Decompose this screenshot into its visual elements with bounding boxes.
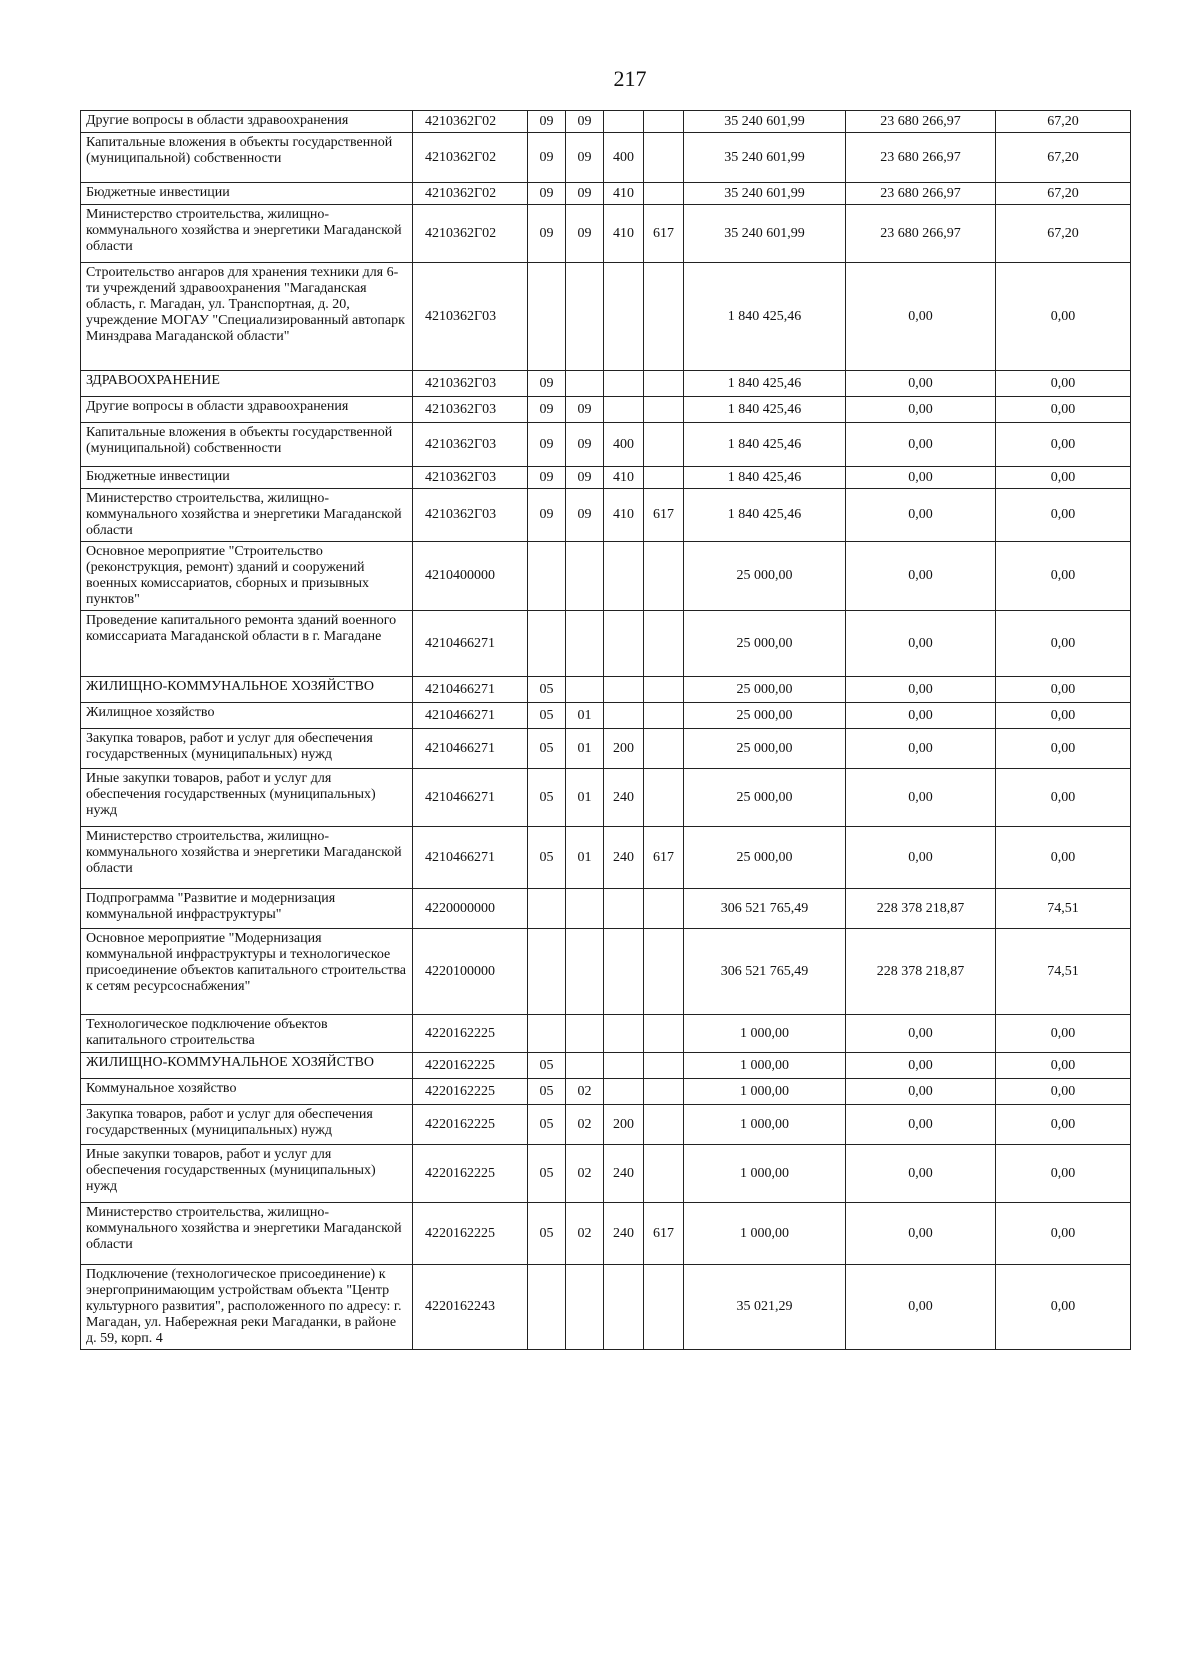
cell-administrator bbox=[644, 397, 684, 423]
cell-section: 09 bbox=[528, 133, 566, 183]
cell-subsection bbox=[566, 611, 604, 677]
table-body bbox=[81, 111, 1131, 1350]
cell-percent: 74,51 bbox=[996, 889, 1131, 929]
table-row bbox=[81, 423, 1131, 467]
cell-name: Другие вопросы в области здравоохранения bbox=[81, 111, 413, 133]
cell-administrator bbox=[644, 703, 684, 729]
cell-administrator bbox=[644, 769, 684, 827]
cell-administrator bbox=[644, 1015, 684, 1053]
table-row bbox=[81, 183, 1131, 205]
cell-section bbox=[528, 1015, 566, 1053]
table-row bbox=[81, 729, 1131, 769]
cell-planned: 1 000,00 bbox=[684, 1053, 846, 1079]
cell-expense-type: 240 bbox=[604, 1145, 644, 1203]
cell-expense-type bbox=[604, 542, 644, 611]
cell-name: Закупка товаров, работ и услуг для обеспечения государственных (муниципальных) нужд bbox=[81, 1105, 413, 1145]
table-row bbox=[81, 611, 1131, 677]
cell-name: Капитальные вложения в объекты государственной (муниципальной) собственности bbox=[81, 423, 413, 467]
cell-section bbox=[528, 542, 566, 611]
cell-percent: 0,00 bbox=[996, 423, 1131, 467]
cell-subsection: 02 bbox=[566, 1145, 604, 1203]
cell-code: 4210466271 bbox=[413, 827, 528, 889]
cell-percent: 0,00 bbox=[996, 1203, 1131, 1265]
cell-section: 09 bbox=[528, 489, 566, 542]
cell-administrator bbox=[644, 183, 684, 205]
cell-administrator bbox=[644, 889, 684, 929]
cell-planned: 25 000,00 bbox=[684, 769, 846, 827]
cell-name: Подпрограмма "Развитие и модернизация коммунальной инфраструктуры" bbox=[81, 889, 413, 929]
table-row bbox=[81, 133, 1131, 183]
cell-name: Другие вопросы в области здравоохранения bbox=[81, 397, 413, 423]
cell-subsection: 09 bbox=[566, 111, 604, 133]
cell-expense-type bbox=[604, 889, 644, 929]
cell-expense-type: 240 bbox=[604, 827, 644, 889]
table-row bbox=[81, 889, 1131, 929]
cell-percent: 0,00 bbox=[996, 677, 1131, 703]
cell-planned: 35 021,29 bbox=[684, 1265, 846, 1350]
cell-section bbox=[528, 929, 566, 1015]
cell-name: ЗДРАВООХРАНЕНИЕ bbox=[81, 371, 413, 397]
cell-percent: 0,00 bbox=[996, 397, 1131, 423]
cell-code: 4210362Г03 bbox=[413, 423, 528, 467]
cell-executed: 0,00 bbox=[846, 1053, 996, 1079]
cell-name: Коммунальное хозяйство bbox=[81, 1079, 413, 1105]
cell-name: Закупка товаров, работ и услуг для обеспечения государственных (муниципальных) нужд bbox=[81, 729, 413, 769]
cell-section: 09 bbox=[528, 111, 566, 133]
cell-executed: 23 680 266,97 bbox=[846, 133, 996, 183]
cell-section: 09 bbox=[528, 397, 566, 423]
cell-subsection: 01 bbox=[566, 769, 604, 827]
cell-code: 4210362Г02 bbox=[413, 205, 528, 263]
cell-name: Основное мероприятие "Модернизация коммунальной инфраструктуры и технологическое присоединение объектов капитального строительства к сетям ресурсоснабжения" bbox=[81, 929, 413, 1015]
cell-percent: 0,00 bbox=[996, 703, 1131, 729]
cell-percent: 0,00 bbox=[996, 611, 1131, 677]
cell-administrator bbox=[644, 1079, 684, 1105]
cell-administrator bbox=[644, 133, 684, 183]
cell-expense-type bbox=[604, 263, 644, 371]
cell-administrator bbox=[644, 111, 684, 133]
table-row bbox=[81, 929, 1131, 1015]
cell-executed: 0,00 bbox=[846, 489, 996, 542]
table-row bbox=[81, 769, 1131, 827]
cell-expense-type: 410 bbox=[604, 205, 644, 263]
cell-section: 05 bbox=[528, 827, 566, 889]
cell-subsection bbox=[566, 263, 604, 371]
table-row bbox=[81, 1079, 1131, 1105]
cell-code: 4220162225 bbox=[413, 1015, 528, 1053]
cell-planned: 25 000,00 bbox=[684, 677, 846, 703]
cell-expense-type: 200 bbox=[604, 1105, 644, 1145]
cell-subsection bbox=[566, 1053, 604, 1079]
cell-section bbox=[528, 263, 566, 371]
cell-administrator: 617 bbox=[644, 489, 684, 542]
cell-subsection: 09 bbox=[566, 133, 604, 183]
table-row bbox=[81, 397, 1131, 423]
cell-administrator bbox=[644, 542, 684, 611]
page-number: 217 bbox=[613, 66, 647, 91]
cell-administrator bbox=[644, 929, 684, 1015]
cell-planned: 1 840 425,46 bbox=[684, 371, 846, 397]
cell-code: 4210362Г02 bbox=[413, 183, 528, 205]
cell-administrator bbox=[644, 423, 684, 467]
cell-code: 4210400000 bbox=[413, 542, 528, 611]
cell-name: Проведение капитального ремонта зданий военного комиссариата Магаданской области в г. Магадане bbox=[81, 611, 413, 677]
cell-name: Министерство строительства, жилищно-коммунального хозяйства и энергетики Магаданской области bbox=[81, 1203, 413, 1265]
cell-executed: 0,00 bbox=[846, 263, 996, 371]
cell-expense-type: 410 bbox=[604, 467, 644, 489]
cell-percent: 0,00 bbox=[996, 769, 1131, 827]
cell-section: 05 bbox=[528, 1105, 566, 1145]
cell-executed: 0,00 bbox=[846, 371, 996, 397]
cell-percent: 0,00 bbox=[996, 467, 1131, 489]
table-row bbox=[81, 263, 1131, 371]
cell-percent: 0,00 bbox=[996, 542, 1131, 611]
cell-code: 4220162243 bbox=[413, 1265, 528, 1350]
cell-planned: 1 840 425,46 bbox=[684, 467, 846, 489]
cell-administrator: 617 bbox=[644, 827, 684, 889]
cell-section: 05 bbox=[528, 729, 566, 769]
cell-name: Бюджетные инвестиции bbox=[81, 467, 413, 489]
table-row bbox=[81, 1015, 1131, 1053]
cell-code: 4210362Г03 bbox=[413, 397, 528, 423]
cell-executed: 0,00 bbox=[846, 397, 996, 423]
cell-section: 05 bbox=[528, 1203, 566, 1265]
cell-code: 4210466271 bbox=[413, 611, 528, 677]
table-row bbox=[81, 371, 1131, 397]
cell-section: 09 bbox=[528, 423, 566, 467]
cell-name: Бюджетные инвестиции bbox=[81, 183, 413, 205]
cell-expense-type bbox=[604, 703, 644, 729]
cell-section: 05 bbox=[528, 677, 566, 703]
cell-percent: 0,00 bbox=[996, 1015, 1131, 1053]
cell-expense-type bbox=[604, 111, 644, 133]
cell-code: 4210362Г03 bbox=[413, 263, 528, 371]
cell-subsection: 09 bbox=[566, 489, 604, 542]
cell-percent: 67,20 bbox=[996, 183, 1131, 205]
cell-executed: 0,00 bbox=[846, 467, 996, 489]
cell-section: 09 bbox=[528, 371, 566, 397]
cell-planned: 306 521 765,49 bbox=[684, 889, 846, 929]
cell-section: 05 bbox=[528, 1145, 566, 1203]
cell-section bbox=[528, 889, 566, 929]
cell-code: 4210466271 bbox=[413, 729, 528, 769]
cell-planned: 1 000,00 bbox=[684, 1105, 846, 1145]
cell-expense-type bbox=[604, 611, 644, 677]
cell-code: 4210362Г02 bbox=[413, 133, 528, 183]
cell-planned: 25 000,00 bbox=[684, 703, 846, 729]
cell-subsection: 01 bbox=[566, 827, 604, 889]
cell-code: 4210362Г03 bbox=[413, 489, 528, 542]
table-row bbox=[81, 1053, 1131, 1079]
cell-percent: 67,20 bbox=[996, 111, 1131, 133]
table-row bbox=[81, 827, 1131, 889]
cell-planned: 1 840 425,46 bbox=[684, 263, 846, 371]
table-row bbox=[81, 1145, 1131, 1203]
cell-executed: 23 680 266,97 bbox=[846, 205, 996, 263]
budget-table bbox=[80, 110, 1131, 1350]
cell-expense-type bbox=[604, 929, 644, 1015]
cell-expense-type: 240 bbox=[604, 769, 644, 827]
cell-section: 05 bbox=[528, 703, 566, 729]
cell-planned: 35 240 601,99 bbox=[684, 205, 846, 263]
cell-expense-type: 410 bbox=[604, 183, 644, 205]
cell-subsection: 09 bbox=[566, 205, 604, 263]
table-row bbox=[81, 677, 1131, 703]
cell-administrator bbox=[644, 1053, 684, 1079]
cell-name: Иные закупки товаров, работ и услуг для обеспечения государственных (муниципальных) нужд bbox=[81, 769, 413, 827]
cell-planned: 25 000,00 bbox=[684, 729, 846, 769]
cell-administrator bbox=[644, 1265, 684, 1350]
table-row bbox=[81, 111, 1131, 133]
cell-executed: 0,00 bbox=[846, 423, 996, 467]
cell-subsection: 09 bbox=[566, 423, 604, 467]
cell-expense-type bbox=[604, 397, 644, 423]
cell-code: 4220162225 bbox=[413, 1145, 528, 1203]
cell-subsection bbox=[566, 1265, 604, 1350]
cell-code: 4220162225 bbox=[413, 1105, 528, 1145]
cell-name: Основное мероприятие "Строительство (реконструкция, ремонт) зданий и сооружений военных комиссариатов, сборных и призывных пунктов" bbox=[81, 542, 413, 611]
cell-administrator bbox=[644, 467, 684, 489]
cell-section: 05 bbox=[528, 1079, 566, 1105]
cell-planned: 1 000,00 bbox=[684, 1145, 846, 1203]
cell-name: Министерство строительства, жилищно-коммунального хозяйства и энергетики Магаданской области bbox=[81, 827, 413, 889]
cell-subsection bbox=[566, 542, 604, 611]
cell-executed: 228 378 218,87 bbox=[846, 889, 996, 929]
cell-expense-type bbox=[604, 371, 644, 397]
cell-percent: 0,00 bbox=[996, 1079, 1131, 1105]
cell-percent: 0,00 bbox=[996, 371, 1131, 397]
cell-administrator bbox=[644, 263, 684, 371]
cell-percent: 0,00 bbox=[996, 489, 1131, 542]
cell-planned: 1 000,00 bbox=[684, 1203, 846, 1265]
cell-administrator: 617 bbox=[644, 1203, 684, 1265]
cell-administrator bbox=[644, 677, 684, 703]
cell-subsection bbox=[566, 929, 604, 1015]
cell-subsection: 02 bbox=[566, 1105, 604, 1145]
cell-executed: 0,00 bbox=[846, 1015, 996, 1053]
cell-administrator bbox=[644, 1145, 684, 1203]
table-row bbox=[81, 489, 1131, 542]
table-row bbox=[81, 205, 1131, 263]
cell-expense-type bbox=[604, 1265, 644, 1350]
cell-executed: 0,00 bbox=[846, 729, 996, 769]
cell-code: 4210362Г03 bbox=[413, 371, 528, 397]
cell-administrator bbox=[644, 371, 684, 397]
cell-planned: 1 840 425,46 bbox=[684, 397, 846, 423]
table-row bbox=[81, 703, 1131, 729]
cell-administrator: 617 bbox=[644, 205, 684, 263]
cell-executed: 23 680 266,97 bbox=[846, 111, 996, 133]
cell-subsection: 02 bbox=[566, 1203, 604, 1265]
cell-subsection: 09 bbox=[566, 397, 604, 423]
cell-subsection bbox=[566, 1015, 604, 1053]
table-row bbox=[81, 542, 1131, 611]
cell-expense-type: 410 bbox=[604, 489, 644, 542]
cell-planned: 25 000,00 bbox=[684, 827, 846, 889]
cell-expense-type bbox=[604, 677, 644, 703]
cell-expense-type: 400 bbox=[604, 423, 644, 467]
table-row bbox=[81, 1203, 1131, 1265]
cell-section bbox=[528, 611, 566, 677]
cell-section: 05 bbox=[528, 1053, 566, 1079]
cell-name: Подключение (технологическое присоединение) к энергопринимающим устройствам объекта "Центр культурного развития", расположенного по адресу: г. Магадан, ул. Набережная реки Магаданки, в районе д. 59, корп. 4 bbox=[81, 1265, 413, 1350]
cell-planned: 35 240 601,99 bbox=[684, 183, 846, 205]
cell-name: Технологическое подключение объектов капитального строительства bbox=[81, 1015, 413, 1053]
cell-name: ЖИЛИЩНО-КОММУНАЛЬНОЕ ХОЗЯЙСТВО bbox=[81, 677, 413, 703]
cell-executed: 0,00 bbox=[846, 611, 996, 677]
cell-subsection: 09 bbox=[566, 183, 604, 205]
cell-expense-type: 200 bbox=[604, 729, 644, 769]
cell-planned: 1 840 425,46 bbox=[684, 489, 846, 542]
cell-executed: 0,00 bbox=[846, 769, 996, 827]
cell-name: Жилищное хозяйство bbox=[81, 703, 413, 729]
cell-name: Иные закупки товаров, работ и услуг для обеспечения государственных (муниципальных) нужд bbox=[81, 1145, 413, 1203]
cell-executed: 23 680 266,97 bbox=[846, 183, 996, 205]
cell-expense-type bbox=[604, 1053, 644, 1079]
cell-planned: 1 000,00 bbox=[684, 1015, 846, 1053]
cell-code: 4210362Г02 bbox=[413, 111, 528, 133]
cell-name: Строительство ангаров для хранения техники для 6-ти учреждений здравоохранения "Магаданская область, г. Магадан, ул. Транспортная, д. 20, учреждение МОГАУ "Специализированный автопарк Минздрава Магаданской области" bbox=[81, 263, 413, 371]
cell-administrator bbox=[644, 1105, 684, 1145]
cell-subsection bbox=[566, 371, 604, 397]
cell-planned: 1 000,00 bbox=[684, 1079, 846, 1105]
cell-expense-type: 400 bbox=[604, 133, 644, 183]
cell-percent: 0,00 bbox=[996, 263, 1131, 371]
cell-executed: 0,00 bbox=[846, 1105, 996, 1145]
cell-executed: 0,00 bbox=[846, 1265, 996, 1350]
cell-code: 4220100000 bbox=[413, 929, 528, 1015]
cell-percent: 67,20 bbox=[996, 133, 1131, 183]
cell-expense-type bbox=[604, 1079, 644, 1105]
cell-planned: 25 000,00 bbox=[684, 542, 846, 611]
cell-percent: 0,00 bbox=[996, 1105, 1131, 1145]
cell-planned: 25 000,00 bbox=[684, 611, 846, 677]
cell-name: ЖИЛИЩНО-КОММУНАЛЬНОЕ ХОЗЯЙСТВО bbox=[81, 1053, 413, 1079]
cell-executed: 0,00 bbox=[846, 542, 996, 611]
cell-executed: 228 378 218,87 bbox=[846, 929, 996, 1015]
cell-section: 09 bbox=[528, 467, 566, 489]
cell-code: 4220162225 bbox=[413, 1203, 528, 1265]
cell-percent: 0,00 bbox=[996, 1053, 1131, 1079]
cell-percent: 67,20 bbox=[996, 205, 1131, 263]
cell-executed: 0,00 bbox=[846, 1203, 996, 1265]
cell-subsection: 09 bbox=[566, 467, 604, 489]
cell-section bbox=[528, 1265, 566, 1350]
cell-planned: 306 521 765,49 bbox=[684, 929, 846, 1015]
cell-planned: 35 240 601,99 bbox=[684, 111, 846, 133]
cell-code: 4220162225 bbox=[413, 1079, 528, 1105]
cell-executed: 0,00 bbox=[846, 703, 996, 729]
cell-expense-type bbox=[604, 1015, 644, 1053]
cell-percent: 0,00 bbox=[996, 1145, 1131, 1203]
cell-percent: 0,00 bbox=[996, 827, 1131, 889]
cell-section: 05 bbox=[528, 769, 566, 827]
cell-name: Капитальные вложения в объекты государственной (муниципальной) собственности bbox=[81, 133, 413, 183]
cell-code: 4220162225 bbox=[413, 1053, 528, 1079]
table-row bbox=[81, 1105, 1131, 1145]
cell-planned: 35 240 601,99 bbox=[684, 133, 846, 183]
cell-subsection: 02 bbox=[566, 1079, 604, 1105]
cell-name: Министерство строительства, жилищно-коммунального хозяйства и энергетики Магаданской области bbox=[81, 489, 413, 542]
cell-code: 4210466271 bbox=[413, 703, 528, 729]
cell-percent: 0,00 bbox=[996, 1265, 1131, 1350]
cell-administrator bbox=[644, 611, 684, 677]
cell-section: 09 bbox=[528, 205, 566, 263]
cell-administrator bbox=[644, 729, 684, 769]
cell-executed: 0,00 bbox=[846, 677, 996, 703]
cell-code: 4210466271 bbox=[413, 677, 528, 703]
cell-executed: 0,00 bbox=[846, 1145, 996, 1203]
cell-expense-type: 240 bbox=[604, 1203, 644, 1265]
cell-code: 4210362Г03 bbox=[413, 467, 528, 489]
cell-code: 4220000000 bbox=[413, 889, 528, 929]
cell-subsection: 01 bbox=[566, 703, 604, 729]
table-row bbox=[81, 467, 1131, 489]
cell-code: 4210466271 bbox=[413, 769, 528, 827]
cell-subsection bbox=[566, 889, 604, 929]
cell-subsection: 01 bbox=[566, 729, 604, 769]
cell-percent: 74,51 bbox=[996, 929, 1131, 1015]
cell-name: Министерство строительства, жилищно-коммунального хозяйства и энергетики Магаданской области bbox=[81, 205, 413, 263]
cell-subsection bbox=[566, 677, 604, 703]
table-row bbox=[81, 1265, 1131, 1350]
cell-section: 09 bbox=[528, 183, 566, 205]
cell-planned: 1 840 425,46 bbox=[684, 423, 846, 467]
cell-executed: 0,00 bbox=[846, 827, 996, 889]
cell-percent: 0,00 bbox=[996, 729, 1131, 769]
cell-executed: 0,00 bbox=[846, 1079, 996, 1105]
